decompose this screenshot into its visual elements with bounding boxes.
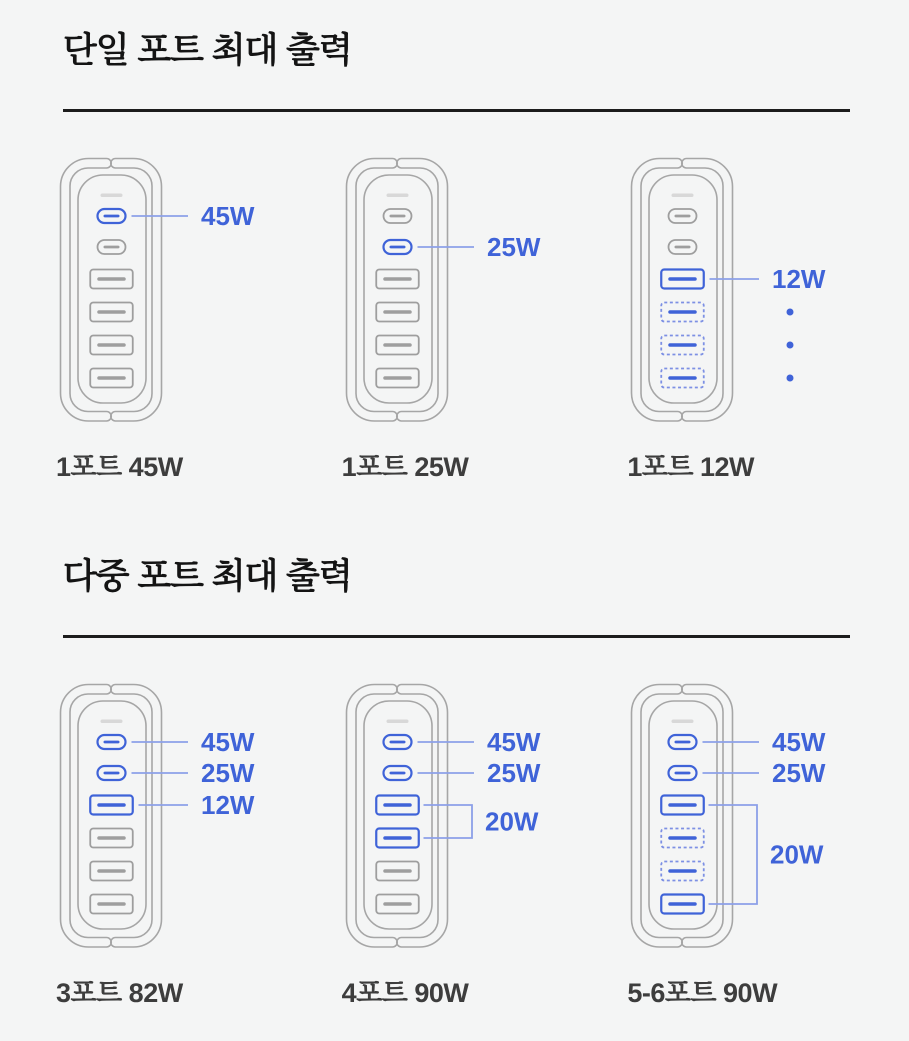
- wattage-label: 45W: [772, 727, 826, 757]
- multi-port-figure-row: [0, 677, 909, 1010]
- usb-c-pin: [675, 246, 691, 249]
- charger-drawing: [61, 159, 255, 422]
- usb-c-pin: [389, 741, 405, 744]
- figure-caption: 3포트 82W: [56, 978, 183, 1008]
- charger-shell-left: [632, 685, 683, 948]
- section-multi-port-title: 다중 포트 최대 출력: [63, 557, 352, 596]
- charger-diagram-4port-90w: [341, 677, 567, 955]
- led-indicator: [386, 194, 408, 198]
- figure-caption: 1포트 45W: [56, 452, 183, 482]
- charger-drawing: [632, 685, 826, 948]
- figure-1port-25w: [341, 151, 624, 484]
- section-divider: [63, 109, 850, 112]
- usb-c-pin: [104, 741, 120, 744]
- usb-c-pin: [104, 246, 120, 249]
- usb-a-pin: [97, 277, 126, 281]
- charger-drawing: [346, 159, 540, 422]
- charger-drawing: [61, 685, 255, 948]
- ellipsis-dot: [787, 342, 794, 349]
- charger-shell-left: [61, 685, 112, 948]
- usb-a-pin: [669, 310, 698, 314]
- charger-shell-left: [632, 159, 683, 422]
- wattage-label: 25W: [772, 758, 826, 788]
- charger-drawing: [632, 159, 826, 422]
- usb-c-pin: [675, 741, 691, 744]
- usb-a-pin: [97, 902, 126, 906]
- usb-a-pin: [383, 343, 412, 347]
- led-indicator: [672, 194, 694, 198]
- usb-c-pin: [675, 772, 691, 775]
- usb-a-pin: [669, 902, 698, 906]
- wattage-label: 45W: [201, 727, 255, 757]
- charger-shell-right: [682, 685, 733, 948]
- wattage-label: 12W: [201, 790, 255, 820]
- charger-shell-right: [111, 159, 162, 422]
- charger-diagram-3port-82w: [55, 677, 281, 955]
- charger-shell-right: [396, 685, 447, 948]
- usb-a-pin: [383, 902, 412, 906]
- led-indicator: [101, 194, 123, 198]
- usb-a-pin: [383, 277, 412, 281]
- usb-a-pin: [383, 803, 412, 807]
- ellipsis-dot: [787, 309, 794, 316]
- charger-diagram-5-6port-90w: [626, 677, 852, 955]
- wattage-label: 12W: [772, 264, 826, 294]
- led-indicator: [101, 720, 123, 724]
- wattage-label: 20W: [770, 839, 824, 870]
- figure-3port-82w: [55, 677, 338, 1010]
- figure-1port-12w: [626, 151, 909, 484]
- usb-a-pin: [97, 376, 126, 380]
- usb-a-pin: [669, 277, 698, 281]
- usb-a-pin: [97, 310, 126, 314]
- section-multi-port: [0, 552, 909, 1010]
- usb-c-pin: [675, 215, 691, 218]
- figure-1port-45w: [55, 151, 338, 484]
- charger-shell-left: [346, 159, 397, 422]
- wattage-label: 45W: [201, 201, 255, 231]
- charger-drawing: [346, 685, 540, 948]
- charger-diagram-1port-12w: [626, 151, 852, 429]
- usb-a-pin: [383, 869, 412, 873]
- usb-a-pin: [669, 803, 698, 807]
- usb-c-pin: [389, 772, 405, 775]
- usb-a-pin: [383, 310, 412, 314]
- charger-shell-left: [61, 159, 112, 422]
- usb-a-pin: [669, 376, 698, 380]
- charger-diagram-1port-45w: [55, 151, 281, 429]
- usb-c-pin: [389, 246, 405, 249]
- usb-a-pin: [669, 343, 698, 347]
- usb-a-pin: [669, 836, 698, 840]
- wattage-label: 45W: [486, 727, 541, 757]
- charger-shell-right: [396, 159, 447, 422]
- charger-diagram-1port-25w: [341, 151, 567, 429]
- usb-c-pin: [104, 772, 120, 775]
- usb-a-pin: [383, 376, 412, 380]
- usb-a-pin: [669, 869, 698, 873]
- section-single-port-title: 단일 포트 최대 출력: [63, 31, 352, 70]
- single-port-figure-row: [0, 151, 909, 484]
- wattage-label: 25W: [486, 232, 541, 262]
- usb-a-pin: [97, 803, 126, 807]
- usb-a-pin: [97, 836, 126, 840]
- charger-shell-right: [111, 685, 162, 948]
- figure-caption: 5-6포트 90W: [627, 978, 778, 1008]
- charger-shell-left: [346, 685, 397, 948]
- figure-5-6port-90w: [626, 677, 909, 1010]
- ellipsis-dot: [787, 375, 794, 382]
- usb-c-pin: [104, 215, 120, 218]
- usb-a-pin: [383, 836, 412, 840]
- wattage-label: 25W: [486, 758, 541, 788]
- section-divider: [63, 635, 850, 638]
- figure-4port-90w: [341, 677, 624, 1010]
- led-indicator: [672, 720, 694, 724]
- wattage-label: 25W: [201, 758, 255, 788]
- wattage-label: 20W: [484, 806, 539, 837]
- usb-c-pin: [389, 215, 405, 218]
- charger-shell-right: [682, 159, 733, 422]
- figure-caption: 1포트 12W: [627, 452, 755, 482]
- section-single-port: [0, 26, 909, 484]
- led-indicator: [386, 720, 408, 724]
- usb-a-pin: [97, 343, 126, 347]
- figure-caption: 1포트 25W: [341, 452, 469, 482]
- usb-a-pin: [97, 869, 126, 873]
- figure-caption: 4포트 90W: [341, 978, 469, 1008]
